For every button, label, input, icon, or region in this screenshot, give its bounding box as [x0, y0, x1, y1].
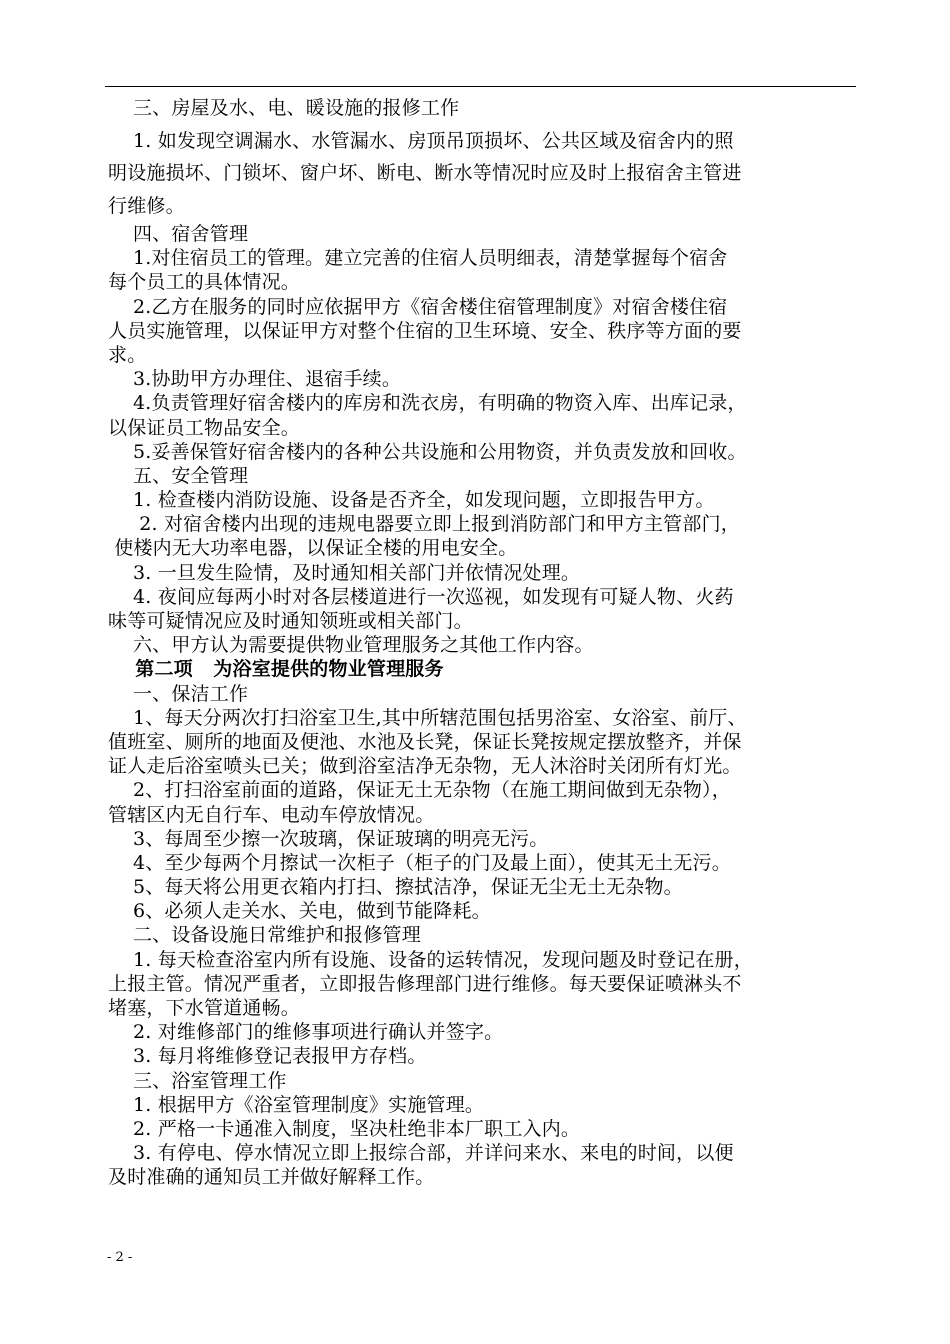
text-line: 证人走后浴室喷头已关；做到浴室洁净无杂物，无人沐浴时关闭所有灯光。 [108, 755, 742, 778]
text-line: 三、房屋及水、电、暖设施的报修工作 [108, 97, 460, 119]
text-line: 6、必须人走关水、关电，做到节能降耗。 [108, 900, 491, 923]
text-line: 堵塞，下水管道通畅。 [108, 997, 301, 1019]
text-line: 2. 对宿舍楼内出现的违规电器要立即上报到消防部门和甲方主管部门， [108, 513, 740, 536]
text-line: 值班室、厕所的地面及便池、水池及长凳，保证长凳按规定摆放整齐，并保 [108, 730, 742, 753]
text-line: 管辖区内无自行车、电动车停放情况。 [108, 803, 435, 826]
text-line: 每个员工的具体情况。 [108, 271, 301, 294]
text-line: 2. 对维修部门的维修事项进行确认并签字。 [108, 1021, 504, 1044]
text-line: 及时准确的通知员工并做好解释工作。 [108, 1166, 435, 1189]
text-line: 人员实施管理，以保证甲方对整个住宿的卫生环境、安全、秩序等方面的要 [108, 319, 742, 342]
text-line: 4、至少每两个月擦试一次柜子（柜子的门及最上面），使其无土无污。 [108, 851, 731, 874]
text-line: 使楼内无大功率电器，以保证全楼的用电安全。 [108, 537, 518, 560]
text-line: 5、每天将公用更衣箱内打扫、擦拭洁净，保证无尘无土无杂物。 [108, 876, 683, 899]
text-line: 5.妥善保管好宿舍楼内的各种公共设施和公用物资，并负责发放和回收。 [108, 440, 747, 463]
text-line: 2. 严格一卡通准入制度，坚决杜绝非本厂职工入内。 [108, 1117, 581, 1140]
text-line: 1. 检查楼内消防设施、设备是否齐全，如发现问题，立即报告甲方。 [108, 489, 715, 512]
text-line: 六、甲方认为需要提供物业管理服务之其他工作内容。 [108, 634, 594, 657]
text-line: 3、每周至少擦一次玻璃，保证玻璃的明亮无污。 [108, 827, 549, 850]
page-number: - 2 - [107, 1250, 133, 1265]
text-line: 1. 如发现空调漏水、水管漏水、房顶吊顶损坏、公共区域及宿舍内的照 [108, 129, 734, 152]
text-line: 4.负责管理好宿舍楼内的库房和洗衣房，有明确的物资入库、出库记录， [108, 392, 747, 415]
document-body [108, 92, 860, 1190]
text-line: 1. 根据甲方《浴室管理制度》实施管理。 [108, 1093, 485, 1116]
text-line: 3. 有停电、停水情况立即上报综合部，并详问来水、来电的时间，以便 [108, 1142, 734, 1165]
text-line: 一、保洁工作 [108, 682, 249, 705]
text-line: 明设施损坏、门锁坏、窗户坏、断电、断水等情况时应及时上报宿舍主管进 [108, 162, 742, 184]
text-line: 四、宿舍管理 [108, 223, 249, 245]
section-heading: 第二项 为浴室提供的物业管理服务 [108, 658, 444, 681]
text-line: 2、打扫浴室前面的道路，保证无土无杂物（在施工期间做到无杂物）， [108, 779, 731, 802]
text-line: 1.对住宿员工的管理。建立完善的住宿人员明细表，清楚掌握每个宿舍 [108, 247, 728, 270]
text-line: 五、安全管理 [108, 464, 249, 487]
text-line: 2.乙方在服务的同时应依据甲方《宿舍楼住宿管理制度》对宿舍楼住宿 [108, 295, 728, 318]
text-line: 3. 每月将维修登记表报甲方存档。 [108, 1045, 427, 1068]
text-line: 味等可疑情况应及时通知领班或相关部门。 [108, 610, 473, 632]
text-line: 行维修。 [108, 194, 185, 217]
text-line: 1、每天分两次打扫浴室卫生,其中所辖范围包括男浴室、女浴室、前厅、 [108, 706, 747, 729]
text-line: 1. 每天检查浴室内所有设施、设备的运转情况，发现问题及时登记在册， [108, 948, 753, 971]
text-line: 以保证员工物品安全。 [108, 416, 301, 439]
header-rule [105, 86, 856, 87]
text-line: 上报主管。情况严重者，立即报告修理部门进行维修。每天要保证喷淋头不 [108, 972, 742, 995]
text-line: 二、设备设施日常维护和报修管理 [108, 924, 421, 947]
text-line: 3. 一旦发生险情，及时通知相关部门并依情况处理。 [108, 561, 581, 584]
text-line: 3.协助甲方办理住、退宿手续。 [108, 368, 402, 391]
text-line: 4. 夜间应每两小时对各层楼道进行一次巡视，如发现有可疑人物、火药 [108, 585, 734, 608]
text-line: 求。 [108, 343, 147, 366]
text-line: 三、浴室管理工作 [108, 1069, 287, 1092]
